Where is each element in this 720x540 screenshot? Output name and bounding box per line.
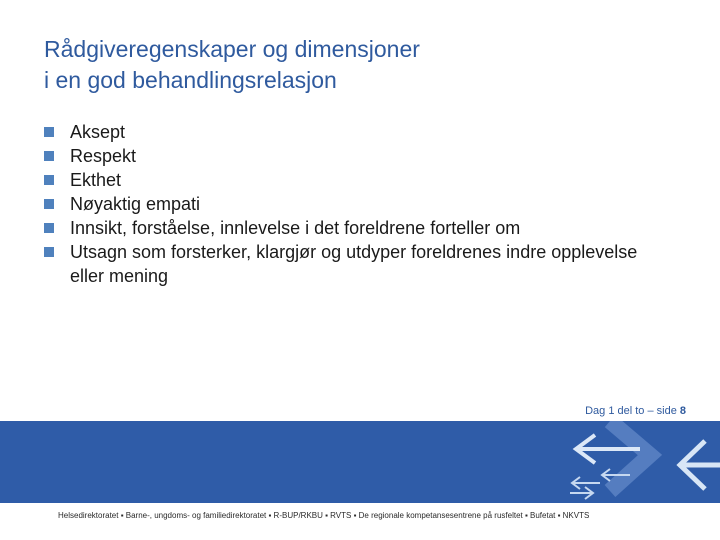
bullet-text: Innsikt, forståelse, innlevelse i det foreldrene forteller om xyxy=(70,218,521,238)
bullet-item xyxy=(44,240,664,288)
square-bullet-icon xyxy=(44,151,54,161)
slide-title-line-2: i en god behandlingsrelasjon xyxy=(44,67,337,93)
slide-number xyxy=(585,405,686,417)
square-bullet-icon xyxy=(44,247,54,257)
bullet-text: Aksept xyxy=(70,122,126,142)
slide-number-prefix: Dag 1 del to – side xyxy=(585,405,680,417)
bullet-text: Ekthet xyxy=(70,170,122,190)
square-bullet-icon xyxy=(44,175,54,185)
bullet-text: Respekt xyxy=(70,146,137,166)
bullet-item xyxy=(44,192,664,216)
square-bullet-icon xyxy=(44,223,54,233)
bullet-item xyxy=(44,216,664,240)
decorative-band xyxy=(0,421,720,503)
slide-title xyxy=(44,34,684,96)
footer xyxy=(0,503,720,540)
arrows-graphic xyxy=(490,421,720,503)
square-bullet-icon xyxy=(44,127,54,137)
bullet-item xyxy=(44,168,664,192)
bullet-text: Nøyaktig empati xyxy=(70,194,201,214)
slide-title-line-1: Rådgiveregenskaper og dimensjoner xyxy=(44,36,420,62)
bullet-text: Utsagn som forsterker, klargjør og utdyper foreldrenes indre opplevelse eller mening xyxy=(70,242,638,286)
slide-number-value: 8 xyxy=(679,405,686,417)
bullet-item xyxy=(44,144,664,168)
footer-text: Helsedirektoratet ▪ Barne-, ungdoms- og familiedirektoratet ▪ R-BUP/RKBU ▪ RVTS ▪ De regionale kompetansesentrene på rusfeltet ▪ Bufetat ▪ NKVTS xyxy=(58,511,590,520)
bullet-item xyxy=(44,120,664,144)
square-bullet-icon xyxy=(44,199,54,209)
bullet-list xyxy=(44,120,664,288)
